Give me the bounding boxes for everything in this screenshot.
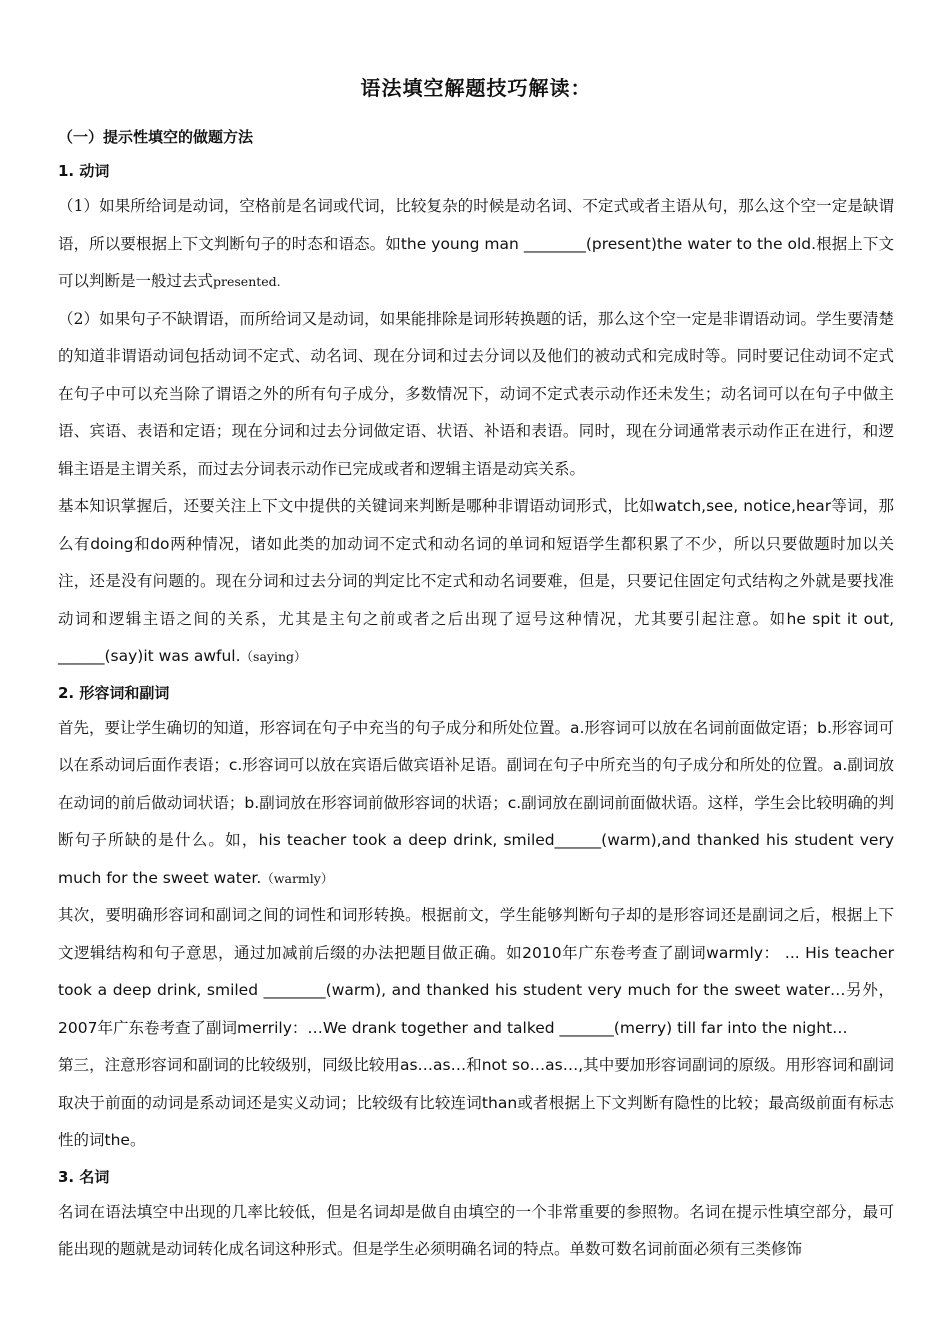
keywords: watch,see, notice,hear [654,497,832,515]
text: 和 [133,534,151,553]
text: 第三，注意形容词和副词的比较级别，同级比较用 [58,1056,400,1074]
label-a: a. [569,718,585,737]
label-b: b. [244,793,260,812]
answer: （saying） [240,649,307,664]
text: 或者根据上下文判断有隐性的比较；最高级前面有标志性的词 [58,1093,894,1149]
label-c: c. [507,793,522,812]
text: 另外， [845,981,894,999]
text: 副词放在形容词前做形容词的状语； [259,793,508,812]
keyword-doing: doing [90,534,134,553]
example-sentence: the young man ________(present)the water to the old. [400,234,817,253]
text: 两种情况，诸如此类的加动词不定式和动名词的单词和短语学生都积累了不少，所以只要做题时加以关注，还是没有问题的。现在分词和过去分词的判定比不定式和动名词要难，但是，只要记住固定句式结构之外就是要找准动词和逻辑主语之间的关系，尤其是主句之前或者之后出现了逗号这种情况，尤其要引起注意。如 [58,534,894,628]
keyword-the: the [104,1131,130,1149]
text: 其中要加形容词副词的原级。用形容词和副词取决于前面的动词是系动词还是实义动词；比较级有比较连词 [58,1056,894,1112]
label-c: c. [228,756,243,774]
document-body [58,72,894,1269]
keyword-than: than [481,1093,518,1112]
text: 其次，要明确形容词和副词之间的词性和词形转换。根据前文，学生能够判断句子却的是形容词还是副词之后，根据上下文逻辑结构和句子意思，通过加减前后缀的办法把题目做正确。如 [58,906,894,962]
text: 首先，要让学生确切的知道，形容词在句子中充当的句子成分和所处位置。 [58,718,570,737]
paragraph-adj-2 [58,897,894,1047]
paragraph-verbs-1 [58,188,894,301]
paragraph-adj-1 [58,710,894,898]
subsection-heading-adjectives: 2. 形容词和副词 [58,683,170,702]
example-sentence: warmly： ... His teacher took a deep drink, smiled ________(warm), and thanked his student very much for the sweet water… [58,943,894,999]
paragraph-verbs-3 [58,488,894,676]
page-title: 语法填空解题技巧解读： [360,76,592,100]
year: 2010 [522,943,562,962]
text: 年广东卷考查了副词 [97,1018,237,1037]
text: 。 [129,1131,146,1149]
example-sentence: he spit it out, ______(say)it was awful. [58,609,894,665]
keyword-not-so-as: not so…as…, [481,1056,584,1074]
text: 形容词可以在系动词后面作表语； [58,718,894,774]
subsection-heading-verbs: 1. 动词 [58,162,110,180]
text: 根据上下文可以判断是一般过去式 [58,234,894,290]
subsection-heading-nouns: 3. 名词 [58,1167,110,1186]
text: 形容词可以放在宾语后做宾语补足语。副词在句子中所充当的句子成分和所处的位置。 [242,756,833,774]
text: 等词，那么有 [58,497,894,553]
example-sentence: merrily：…We drank together and talked _______(merry) till far into the night… [236,1018,848,1037]
text: 和 [466,1056,482,1074]
paragraph-nouns-1: 名词在语法填空中出现的几率比较低，但是名词却是做自由填空的一个非常重要的参照物。名词在提示性填空部分，最可能出现的题就是动词转化成名词这种形式。但是学生必须明确名词的特点。单数可数名词前面必须有三类修饰 [58,1202,894,1258]
answer: presented. [213,274,281,289]
paragraph-adj-3 [58,1047,894,1160]
label-a: a. [832,756,848,774]
year: 2007 [58,1018,98,1037]
keyword-as-as: as…as… [399,1056,467,1074]
text: 副词放在动词的前后做动词状语； [58,756,894,812]
example-sentence: his teacher took a deep drink, smiled______(warm),and thanked his student very much for the sweet water. [58,831,894,887]
text: （1）如果所给词是动词，空格前是名词或代词，比较复杂的时候是动名词、不定式或者主语从句，那么这个空一定是缺谓语，所以要根据上下文判断句子的时态和语态。如 [58,197,894,253]
text: 年广东卷考查了副词 [561,943,707,962]
text: 副词放在副词前面做状语。这样，学生会比较明确的判断句子所缺的是什么。如， [58,793,894,849]
keyword-do: do [150,534,170,553]
label-b: b. [817,718,832,737]
text: 形容词可以放在名词前面做定语； [584,718,818,737]
text: 基本知识掌握后，还要关注上下文中提供的关键词来判断是哪种非谓语动词形式，比如 [58,497,655,515]
section-heading: （一）提示性填空的做题方法 [58,128,254,146]
paragraph-verbs-2: （2）如果句子不缺谓语，而所给词又是动词，如果能排除是词形转换题的话，那么这个空一定是非谓语动词。学生要清楚的知道非谓语动词包括动词不定式、动名词、现在分词和过去分词以及他们的被动式和完成时等。同时要记住动词不定式在句子中可以充当除了谓语之外的所有句子成分，多数情况下，动词不定式表示动作还未发生；动名词可以在句子中做主语、宾语、表语和定语；现在分词和过去分词做定语、状语、补语和表语。同时，现在分词通常表示动作正在进行，和逻辑主语是主谓关系，而过去分词表示动作已完成或者和逻辑主语是动宾关系。 [58,309,894,478]
answer: （warmly） [261,870,334,886]
